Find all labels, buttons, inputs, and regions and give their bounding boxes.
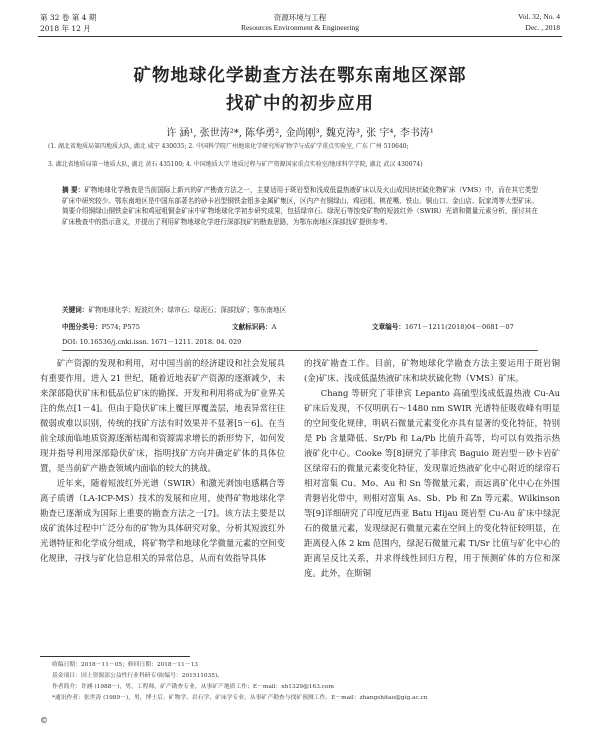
abstract-label: 摘 要： — [62, 186, 85, 194]
date-cn: 2018 年 12 月 — [40, 24, 91, 33]
paragraph: 的找矿勘查工作。目前，矿物地球化学勘查方法主要运用于斑岩铜(金)矿床、浅成低温热液矿床和块状硫化物（VMS）矿床。 — [304, 358, 560, 383]
date-en: Dec. , 2018 — [525, 23, 560, 32]
document-code: 文献标识码：A — [232, 323, 277, 331]
journal-title-en: Resources Environment & Engineering — [240, 23, 360, 32]
article-number: 文章编号：1671－1211(2018)04－0681－07 — [372, 323, 514, 331]
keywords-label: 关键词： — [62, 306, 89, 314]
footnote-rule — [40, 656, 190, 657]
volume-cn: 第 32 卷 第 4 期 — [40, 13, 97, 22]
doi: DOI: 10.16536/j.cnki.issn. 1671－1211. 2018. 04. 029 — [62, 338, 242, 346]
journal-title-cn: 资源环境与工程 — [273, 13, 327, 22]
fund-project: 基金项目：国土资源部公益性行业科研专项(编号：201511035)。 — [52, 673, 224, 679]
footnotes — [52, 660, 560, 704]
header-rule — [38, 36, 562, 37]
clc-number: 中图分类号：P574; P575 — [62, 323, 140, 331]
copyright-mark: © — [40, 716, 48, 725]
abstract-text: 矿物地球化学勘查是当前国际上新兴的矿产勘查方法之一，主要适用于斑岩型和浅成低温热液矿床以及火山成因块状硫化物矿床（VMS）中，而在其它类型矿床中研究较少。鄂东南地区是中国东部著名的砂卡岩型铜铁金钼多金属矿集区，区内产有铜绿山、鸡冠咀、桃花嘴、铁山、铜山口、金山店、阮家湾等大型矿床。简要介绍铜绿山铜铁金矿床和鸡冠咀铜金矿床中矿物地球化学初步研究成果，包括绿帘石、绿泥石等蚀变矿物的短波红外（SWIR）光谱和微量元素分析，探讨其在矿床勘查中的指示意义，并提出了利用矿物地球化学进行深部找矿的勘查思路，为鄂东南地区深部找矿提供参考。 — [62, 186, 538, 226]
title-line-1: 矿物地球化学勘查方法在鄂东南地区深部 — [133, 66, 467, 86]
paragraph: 矿产资源的发现和利用，对中国当前的经济建设和社会发展具有重要作用。进入 21 世纪，随着近地表矿产资源的逐渐减少，未来深部隐伏矿床和低品位矿床的勘探、开发和利用将成为矿业界关注的焦点[1－4]。但由于隐伏矿床上覆巨厚覆盖层，地表异常往往微弱或难以识别，传统的找矿方法有时效果并不显著[5－6]。在当前全球面临地质资源逐渐枯竭和资源需求增长的新形势下，如何发现并指导利用深部隐伏矿床，指明找矿方向并确定矿体的具体位置，是当前矿产勘查领域内面临的较大的挑战。 — [40, 358, 285, 473]
abstract — [62, 185, 538, 227]
keywords-text: 矿物地球化学；短波红外；绿帘石；绿泥石；深部找矿；鄂东南地区 — [88, 306, 287, 314]
paragraph: Chang 等研究了菲律宾 Lepanto 高硫型浅成低温热液 Cu-Au 矿床后发现，不仅明矾石～1480 nm SWIR 光谱特征吸收峰有明显的空间变化规律，明矾石微量元素变化亦具有显著的变化特征，特别是 Pb 含量降低、Sr/Pb 和 La/Pb 比值升高等，均可以有效指示热液矿化中心。Cooke 等[8]研究了菲律宾 Baguio 斑岩型－砂卡岩矿区绿帘石的微量元素变化特征，发现靠近热液矿化中心附近的绿帘石相对富集 Cu、Mo、Au 和 Sn 等微量元素，而远离矿化中心在外围青磐岩化带中，则相对富集 As、Sb、Pb 和 Zn 等元素。Wilkinson 等[9]详细研究了印度尼西亚 Batu Hijau 斑岩型 Cu-Au 矿床中绿泥石的微量元素，发现绿泥石微量元素在空间上的变化特征较明显，在距离侵入体 2 km 范围内，绿泥石微量元素 Ti/Sr 比值与矿化中心的距离呈反比关系，并求得线性回归方程，用于预测矿体的方位和深度。此外，在斯铜 — [304, 388, 560, 578]
author-bio: 作者简介：许涵 (1988－)，男，工程师，矿产勘查专业，从事矿产地质工作；E－mail：xh1329@163.com — [52, 684, 335, 690]
body-column-left — [40, 356, 285, 566]
corresponding-author: *通讯作者：张世涛 (1989－)，男，博士后，矿物学、岩石学、矿床学专业，从事矿产勘查与找矿预测工作。E－mail：zhangshitao@gig.ac.cn — [52, 695, 428, 701]
keywords — [62, 305, 538, 315]
author-list: 许 涵¹, 张世涛²*, 陈华勇², 金尚刚³, 魏克涛³, 张 宇⁴, 李书涛¹ — [166, 128, 434, 139]
title-line-2: 找矿中的初步应用 — [226, 94, 374, 114]
body-column-right — [304, 356, 560, 581]
affiliation-line-2: 3. 湖北省地质局第一地质大队, 湖北 黄石 435100; 4. 中国地质大学 地质过程与矿产资源国家重点实验室/地球科学学院, 湖北 武汉 430074) — [48, 161, 423, 168]
received-date: 收稿日期：2018－11－05；修回日期：2018－11－13 — [52, 662, 198, 668]
volume-en: Vol. 32, No. 4 — [518, 12, 560, 21]
affiliation-line-1: (1. 湖北省地质局第四地质大队, 湖北 咸宁 430035; 2. 中国科学院广州地球化学研究所矿物学与成矿学重点实验室, 广东 广州 510640; — [48, 143, 409, 150]
abstract-rule — [62, 350, 538, 351]
paragraph: 近年来，随着短波红外光谱（SWIR）和激光剥蚀电感耦合等离子质谱（LA-ICP-MS）技术的发展和应用，使得矿物地球化学勘查已逐渐成为国际上重要的勘查方法之一[7]。该方法主要是以成矿流体过程中广泛分布的矿物为具体研究对象，分析其短波红外光谱特征和化学成分组成，将矿物学和地球化学微量元素的空间变化规律，寻找与矿化信息相关的异常信息，从而有效指导具体 — [40, 478, 285, 563]
